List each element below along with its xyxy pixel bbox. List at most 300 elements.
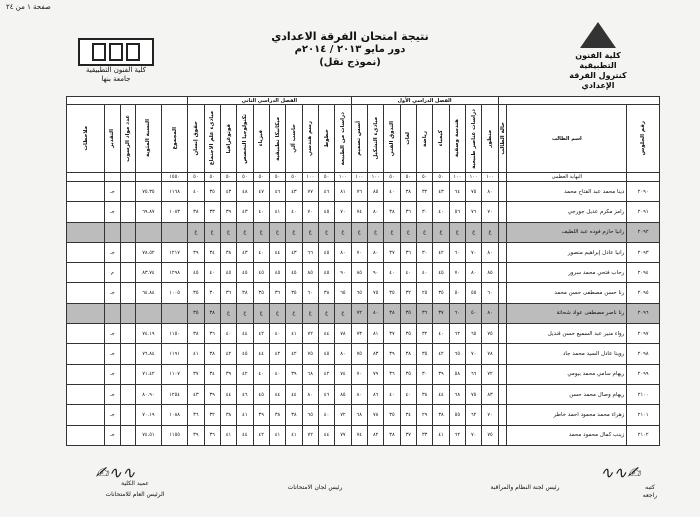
total-cell: ١١٩١: [162, 344, 188, 364]
grade-cell: ٣٠: [204, 283, 220, 303]
table-row: [67, 425, 660, 445]
grade-cell: ٨١: [335, 182, 351, 202]
grade-cell: ٣٥: [188, 283, 204, 303]
grade-cell: ٣٦: [204, 324, 220, 344]
table-row: [67, 202, 660, 222]
grade-cell: ٦٥: [302, 405, 318, 425]
col-subject-t2: [188, 105, 204, 173]
grade-cell: ٣٥: [204, 182, 220, 202]
grade-cell: ٤١: [220, 425, 236, 445]
percent-cell: ٧٥.٣٥: [135, 182, 161, 202]
grade-cell: ٧٢: [302, 425, 318, 445]
grade-cell: غ: [351, 222, 367, 242]
grade-cell: غ: [269, 222, 285, 242]
col-student-name: اسم الطالب: [507, 105, 627, 173]
col-percent-label: النسبة المئوية: [145, 119, 152, 158]
percent-cell: ٨٣.٧٤: [135, 263, 161, 283]
col-grade-label: التقدير: [109, 129, 116, 148]
seat-number-cell: ٢١٠٢: [627, 425, 660, 445]
grade-cell: ٣٤: [204, 242, 220, 262]
letter-grade-cell: جـ: [105, 324, 120, 344]
results-table: [66, 96, 660, 446]
grade-cell: ٦٢: [466, 405, 482, 425]
seat-number-cell: ٢٠٩٠: [627, 182, 660, 202]
max-cell: ٥٠: [204, 173, 220, 182]
seat-number-cell: ٢٠٩٣: [627, 242, 660, 262]
grade-cell: ٣٥: [384, 283, 400, 303]
percent-cell: ٧١.٤٢: [135, 364, 161, 384]
grade-cell: ٤٥: [253, 263, 269, 283]
letter-grade-cell: جـ: [105, 425, 120, 445]
grade-cell: ٨٠: [367, 242, 383, 262]
col-subject-t2-label: حقوق إنسان: [192, 121, 199, 156]
grade-cell: غ: [416, 222, 432, 242]
total-cell: ١٠٨٣: [162, 202, 188, 222]
grade-cell: ٨٠: [367, 202, 383, 222]
grade-cell: ٤٣: [188, 384, 204, 404]
grade-cell: ٣٦: [384, 364, 400, 384]
col-total: [162, 105, 188, 173]
col-status-label: حالة الطالب: [499, 122, 506, 155]
total-cell: ١٢٥٤: [162, 384, 188, 404]
grade-cell: ٧٥: [482, 324, 498, 344]
max-cell: ٥٠: [286, 173, 302, 182]
notes-cell: [67, 303, 105, 323]
grade-cell: ٥٠: [449, 283, 465, 303]
grade-cell: ٤٣: [237, 202, 253, 222]
failed-count-cell: [120, 283, 135, 303]
grade-cell: ٦٢: [449, 425, 465, 445]
grade-cell: ٤٣: [220, 182, 236, 202]
faculty-name: كلية الفنون التطبيقية: [575, 51, 621, 70]
percent-cell: ٦٩.٨٧: [135, 202, 161, 222]
grade-cell: غ: [302, 303, 318, 323]
grade-cell: ٧٠: [466, 344, 482, 364]
grade-cell: ٤٨: [237, 182, 253, 202]
max-cell: ٥٠: [433, 173, 449, 182]
grade-cell: ٧٢: [482, 364, 498, 384]
max-cell: ٥٠: [220, 173, 236, 182]
col-subject-t2: [269, 105, 285, 173]
max-status: [498, 173, 507, 182]
university-logo: [72, 38, 160, 84]
letter-grade-cell: [105, 303, 120, 323]
grade-cell: ٧٠: [482, 202, 498, 222]
table-row: [67, 182, 660, 202]
grade-cell: ٧٠: [482, 405, 498, 425]
max-cell: ٥٠: [416, 173, 432, 182]
grade-cell: ٤٥: [237, 344, 253, 364]
grade-cell: ٣٩: [188, 242, 204, 262]
faculty-emblem: [558, 22, 638, 91]
grade-cell: ٨٠: [335, 344, 351, 364]
grade-cell: ٣٢: [416, 182, 432, 202]
footer-general-head-label: الرئيس العام للامتحانات: [105, 491, 165, 498]
grade-cell: ٧٧: [302, 182, 318, 202]
letter-grade-cell: جـ: [105, 405, 120, 425]
percent-cell: ٧٦.٨٤: [135, 344, 161, 364]
total-cell: ١١٦٨: [162, 182, 188, 202]
letter-grade-cell: جـ: [105, 283, 120, 303]
col-subject-t2-label: تكنولوجيا التخصص: [241, 113, 248, 164]
grade-cell: ٣٣: [416, 425, 432, 445]
col-subject-t2: [318, 105, 334, 173]
failed-count-cell: [120, 242, 135, 262]
grade-cell: ٣٧: [400, 425, 416, 445]
grade-cell: ٤٥: [237, 263, 253, 283]
grade-cell: ٣٠: [416, 202, 432, 222]
max-cell: ٥٠: [188, 173, 204, 182]
letter-grade-cell: [105, 222, 120, 242]
grade-cell: ٥٦: [449, 202, 465, 222]
col-subject-t1-label: أسس تصميم: [356, 121, 363, 156]
grade-cell: ٣٨: [204, 303, 220, 323]
failed-count-cell: [120, 182, 135, 202]
grade-cell: ٨٠: [351, 384, 367, 404]
grade-cell: ٣٨: [416, 384, 432, 404]
grade-cell: ٤٥: [253, 384, 269, 404]
seat-number-cell: ٢٠٩٧: [627, 324, 660, 344]
status-cell: [498, 303, 507, 323]
grade-cell: ٧٥: [482, 425, 498, 445]
max-cell: ١٠٠: [367, 173, 383, 182]
grade-cell: ٣٨: [433, 405, 449, 425]
grade-cell: غ: [204, 222, 220, 242]
grade-cell: ٣٩: [433, 364, 449, 384]
seat-number-cell: ٢٠٩٢: [627, 222, 660, 242]
grade-cell: ٤٥: [220, 263, 236, 283]
grade-cell: ٦٠: [482, 283, 498, 303]
grade-cell: ٤٣: [237, 242, 253, 262]
grade-cell: ٦٦: [302, 242, 318, 262]
max-cell: ١٠٠: [335, 173, 351, 182]
status-cell: [498, 202, 507, 222]
control-name: كنترول الفرقة الإعدادي: [569, 71, 627, 90]
grade-cell: ٤٠: [384, 263, 400, 283]
grade-cell: غ: [335, 303, 351, 323]
notes-cell: [67, 425, 105, 445]
notes-cell: [67, 344, 105, 364]
grade-cell: ٨٠: [367, 303, 383, 323]
grade-cell: ٤٠: [220, 324, 236, 344]
grade-cell: ٤٥: [269, 263, 285, 283]
total-cell: [162, 303, 188, 323]
grade-cell: ٤٦: [318, 182, 334, 202]
table-row: [67, 303, 660, 323]
grade-cell: ٧٤: [351, 202, 367, 222]
grade-cell: غ: [237, 222, 253, 242]
footer-dean: [80, 480, 190, 488]
failed-count-cell: [120, 324, 135, 344]
grade-cell: ٧٥: [302, 344, 318, 364]
grade-cell: ٤٠: [433, 324, 449, 344]
grade-cell: ٨٠: [302, 384, 318, 404]
failed-count-cell: [120, 384, 135, 404]
status-cell: [498, 222, 507, 242]
grade-cell: ٧٨: [367, 405, 383, 425]
grade-cell: ٤٤: [286, 384, 302, 404]
grade-cell: ٣٨: [237, 283, 253, 303]
grade-cell: ٤٦: [318, 384, 334, 404]
grade-cell: ٦٥: [351, 283, 367, 303]
grade-cell: ٤٤: [220, 384, 236, 404]
logo-text-2: جامعة بنها: [101, 75, 131, 83]
grade-cell: ٤١: [269, 425, 285, 445]
col-seat-number-label: رقم الجلوس: [640, 121, 647, 156]
grade-cell: ٣٨: [220, 242, 236, 262]
grade-cell: ٧٢: [335, 405, 351, 425]
logo-text-1: كلية الفنون التطبيقية: [85, 66, 147, 74]
grade-cell: ٧٠: [351, 242, 367, 262]
grade-cell: ٨٠: [482, 303, 498, 323]
grade-cell: ٤١: [286, 324, 302, 344]
grade-cell: غ: [237, 303, 253, 323]
grade-cell: ٤١: [237, 405, 253, 425]
grade-cell: ٣٧: [433, 303, 449, 323]
grade-cell: غ: [367, 222, 383, 242]
grade-cell: ٣٦: [400, 202, 416, 222]
percent-cell: ٧٤.٥١: [135, 425, 161, 445]
grade-cell: ٣٨: [384, 425, 400, 445]
grade-cell: ٣٩: [253, 405, 269, 425]
grade-cell: ٣٥: [253, 283, 269, 303]
grade-cell: ٢٥: [416, 283, 432, 303]
letter-grade-cell: جـ: [105, 364, 120, 384]
grade-cell: ٤٤: [269, 384, 285, 404]
group-term2-header: الفصل الدراسي الثاني: [188, 97, 351, 105]
grade-cell: ٤٠: [400, 263, 416, 283]
letter-grade-cell: جـ: [105, 182, 120, 202]
status-cell: [498, 283, 507, 303]
table-row: [67, 222, 660, 242]
col-status: [498, 105, 507, 173]
footer-exam-committee-label: رئيس لجان الامتحانات: [287, 484, 343, 491]
letter-grade-cell: جـ: [105, 202, 120, 222]
notes-cell: [67, 182, 105, 202]
grade-cell: ٤٠: [416, 263, 432, 283]
footer-order-committee-label: رئيس لجنة النظام والمراقبة: [490, 484, 560, 491]
grade-cell: غ: [220, 222, 236, 242]
percent-cell: ٨٠.٩٠: [135, 384, 161, 404]
status-cell: [498, 384, 507, 404]
col-subject-t1-label: لغات: [405, 132, 412, 145]
grade-cell: ٤٧: [253, 182, 269, 202]
grade-cell: ٧٤: [335, 364, 351, 384]
grade-cell: ٤٠: [318, 405, 334, 425]
grade-cell: ٤٢: [253, 324, 269, 344]
grade-cell: غ: [188, 222, 204, 242]
grade-cell: ٣٥: [400, 303, 416, 323]
col-subject-t2: [220, 105, 236, 173]
footer-writer: [608, 484, 692, 500]
grade-cell: ٨٥: [367, 182, 383, 202]
grade-cell: ٤٤: [318, 425, 334, 445]
total-cell: ١١٠٧: [162, 364, 188, 384]
col-subject-t2-label: دراسات من الطبيعة: [339, 111, 346, 166]
grade-cell: ٧٠: [466, 425, 482, 445]
max-total: ١٥٥٠: [162, 173, 188, 182]
grade-cell: ٣٨: [220, 405, 236, 425]
failed-count-cell: [120, 202, 135, 222]
grade-cell: ٥٥: [449, 405, 465, 425]
grade-cell: ٣٨: [318, 283, 334, 303]
table-row: [67, 324, 660, 344]
grade-cell: ٧٥: [367, 283, 383, 303]
grade-cell: ٨٢: [367, 425, 383, 445]
student-name-cell: ريهام سامي محمد بيومي: [507, 364, 627, 384]
student-name-cell: رحاب فتحي محمد سرور: [507, 263, 627, 283]
col-subject-t1: [482, 105, 498, 173]
grade-cell: ٤٠: [433, 202, 449, 222]
footer-reviewer-label: راجعه: [642, 492, 658, 499]
table-row: [67, 283, 660, 303]
grade-cell: غ: [253, 222, 269, 242]
total-cell: [162, 222, 188, 242]
table-row: [67, 384, 660, 404]
max-cell: ٥٠: [253, 173, 269, 182]
letter-grade-cell: جـ: [105, 344, 120, 364]
grade-cell: ٤٢: [433, 242, 449, 262]
grade-cell: ٤٠: [269, 364, 285, 384]
grade-cell: غ: [335, 222, 351, 242]
grade-cell: ٣٩: [286, 364, 302, 384]
grade-cell: ٣٨: [188, 324, 204, 344]
grade-cell: ٤٠: [269, 324, 285, 344]
col-subject-t2: [302, 105, 318, 173]
grade-cell: ٣٧: [188, 364, 204, 384]
table-row: [67, 405, 660, 425]
student-name-cell: رانيا عادل إبراهيم منصور: [507, 242, 627, 262]
grade-cell: ٣٩: [220, 364, 236, 384]
col-subject-t2: [237, 105, 253, 173]
grade-cell: ٨٦: [367, 384, 383, 404]
grade-cell: ٤٢: [433, 344, 449, 364]
grade-cell: ٤٥: [188, 263, 204, 283]
max-cell: ٥٠: [269, 173, 285, 182]
grade-cell: ٤٥: [318, 344, 334, 364]
grade-cell: ٣٨: [286, 405, 302, 425]
notes-cell: [67, 222, 105, 242]
grade-cell: ٨٣: [482, 384, 498, 404]
grade-cell: غ: [286, 222, 302, 242]
col-grade: [105, 105, 120, 173]
grade-cell: ٤٠: [384, 384, 400, 404]
grade-cell: ٨٠: [466, 263, 482, 283]
grade-cell: ٦٠: [449, 242, 465, 262]
grade-cell: ٥٠: [466, 303, 482, 323]
grade-cell: ٧٩: [367, 364, 383, 384]
col-subject-t1: [400, 105, 416, 173]
grade-cell: ٦٨: [351, 405, 367, 425]
col-subject-t1-label: التذوق الفني: [388, 120, 395, 157]
seat-number-cell: ٢٠٩٤: [627, 263, 660, 283]
grade-cell: ٣٦: [400, 242, 416, 262]
footer-dean-label: عميد الكلية: [121, 480, 149, 487]
grade-cell: ٤٠: [384, 182, 400, 202]
session-label: دور مايو ٢٠١٣ / ٢٠١٤م: [294, 44, 406, 55]
grade-cell: غ: [286, 303, 302, 323]
notes-cell: [67, 384, 105, 404]
col-total-label: المجموع: [171, 127, 178, 150]
status-cell: [498, 182, 507, 202]
grade-cell: ٩٠: [367, 263, 383, 283]
grade-cell: ٨٣: [367, 344, 383, 364]
percent-cell: [135, 222, 161, 242]
grade-cell: ٤١: [269, 202, 285, 222]
grade-cell: ٨٥: [302, 263, 318, 283]
seat-number-cell: ٢٠٩١: [627, 202, 660, 222]
col-percent: [135, 105, 161, 173]
grade-cell: ٦٠: [449, 303, 465, 323]
max-cell: ١٠٠: [351, 173, 367, 182]
footer-writer-label: كتبه: [645, 484, 655, 491]
student-name-cell: روينا عادل السيد محمد جاد: [507, 344, 627, 364]
seat-number-cell: ٢٠٩٦: [627, 303, 660, 323]
group-spacer: [498, 97, 659, 105]
max-label: النهاية العظمى: [507, 173, 627, 182]
max-cell: ١٠٠: [466, 173, 482, 182]
max-cell: ١٠٠: [482, 173, 498, 182]
col-subject-t1: [449, 105, 465, 173]
grade-cell: ٦٥: [449, 344, 465, 364]
col-subject-t1: [416, 105, 432, 173]
grade-cell: ٤٤: [269, 242, 285, 262]
student-name-cell: رنا حسن مصطفى حسن محمد: [507, 283, 627, 303]
grade-cell: ٧٢: [302, 324, 318, 344]
seat-number-cell: ٢٠٩٨: [627, 344, 660, 364]
letter-grade-cell: جـ: [105, 242, 120, 262]
grade-cell: ٣٩: [188, 425, 204, 445]
grade-cell: ٩٠: [335, 263, 351, 283]
grade-cell: ٣٢: [416, 324, 432, 344]
failed-count-cell: [120, 425, 135, 445]
grade-cell: غ: [253, 303, 269, 323]
grade-cell: ٦٥: [466, 324, 482, 344]
seat-number-cell: ٢١٠٠: [627, 384, 660, 404]
grade-cell: ٣٦: [188, 405, 204, 425]
col-subject-t1: [466, 105, 482, 173]
grade-cell: ٦٨: [449, 384, 465, 404]
grade-cell: ٣٨: [400, 182, 416, 202]
table-row: [67, 242, 660, 262]
seat-number-cell: ٢١٠١: [627, 405, 660, 425]
max-cell: ٥٠: [318, 173, 334, 182]
col-subject-t1: [384, 105, 400, 173]
grade-cell: ٤٠: [253, 202, 269, 222]
student-name-cell: ريهام وصال محمد حسن: [507, 384, 627, 404]
signature-right: ∿∿✍︎: [600, 463, 641, 482]
grade-cell: ٣٧: [384, 324, 400, 344]
grade-cell: ٣٧: [384, 242, 400, 262]
grade-cell: ٤٤: [253, 344, 269, 364]
grade-cell: ٤٥: [318, 242, 334, 262]
student-name-cell: دينا محمد عبد الفتاح محمد: [507, 182, 627, 202]
grade-cell: ٨٠: [335, 242, 351, 262]
col-subject-t1: [351, 105, 367, 173]
failed-count-cell: [120, 263, 135, 283]
grade-cell: ٣٥: [433, 283, 449, 303]
col-subject-t2: [335, 105, 351, 173]
seat-number-cell: ٢٠٩٥: [627, 283, 660, 303]
grade-cell: ٧٠: [466, 242, 482, 262]
grade-cell: ٣٣: [204, 202, 220, 222]
notes-cell: [67, 364, 105, 384]
grade-cell: غ: [449, 222, 465, 242]
status-cell: [498, 263, 507, 283]
grade-cell: ٤٣: [286, 242, 302, 262]
grade-cell: ٣٥: [400, 364, 416, 384]
status-cell: [498, 242, 507, 262]
